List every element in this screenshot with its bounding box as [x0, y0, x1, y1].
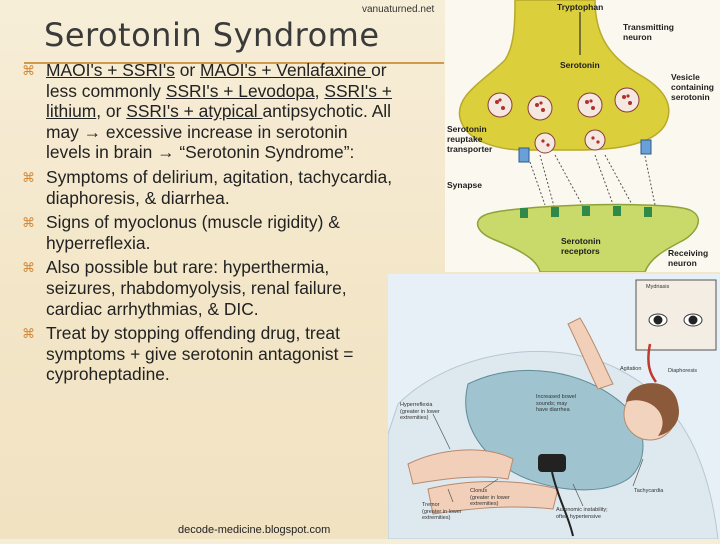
- label-diaphoresis: Diaphoresis: [668, 368, 698, 374]
- label-receptors: Serotonin receptors: [561, 236, 601, 256]
- bullet-text: SSRI's + Levodopa: [165, 80, 315, 101]
- mydriasis-inset: [636, 280, 716, 350]
- transporter-left: [519, 148, 529, 162]
- slide-title: Serotonin Syndrome: [44, 16, 380, 54]
- bullet-marker-icon: ⌘: [22, 169, 35, 185]
- label-autonomic: Autonomic instability; often hypertensive: [556, 507, 608, 520]
- bullet-item: [22, 212, 394, 253]
- bullet-item: [22, 167, 394, 208]
- label-serotonin: Serotonin: [560, 60, 600, 70]
- label-hyperreflexia: Hyperreflexia (greater in lower extremities): [400, 402, 440, 421]
- transporter-right: [641, 140, 651, 154]
- bullet-text: MAOI's + Venlafaxine: [200, 60, 372, 80]
- label-agitation: Agitation: [620, 366, 642, 372]
- label-tremor: Tremor (greater in lower extremities): [422, 502, 462, 521]
- label-tryptophan: Tryptophan: [557, 2, 604, 12]
- bullet-text: ,: [314, 80, 325, 101]
- patient-illustration: [388, 274, 720, 539]
- source-watermark-top: vanuaturned.net: [362, 4, 435, 15]
- bullet-item: [22, 323, 394, 385]
- bp-cuff: [538, 454, 566, 472]
- label-receiving-neuron: Receiving neuron: [668, 248, 709, 268]
- source-watermark-bottom: decode-medicine.blogspot.com: [178, 524, 331, 536]
- bullet-marker-icon: ⌘: [22, 215, 35, 231]
- release-paths: [530, 155, 655, 210]
- bullet-marker-icon: ⌘: [22, 63, 35, 78]
- label-tachycardia: Tachycardia: [634, 488, 664, 494]
- bullet-marker-icon: ⌘: [22, 326, 35, 342]
- label-transmitting-neuron: Transmitting neuron: [623, 22, 675, 42]
- bullet-text: MAOI's + SSRI's: [46, 60, 175, 80]
- label-reuptake-transporter: Serotonin reuptake transporter: [447, 124, 493, 154]
- bullet-text: antipsychotic. All may → excessive increase in serotonin levels in brain → “Serotonin Syndrome”:: [46, 101, 392, 163]
- bullet-item: [22, 60, 394, 163]
- label-bowel-sounds: Increased bowel sounds; may have diarrhea: [536, 394, 577, 413]
- bullet-marker-icon: ⌘: [22, 260, 35, 276]
- bullet-text: Also possible but rare: hyperthermia, seizures, rhabdomyolysis, renal failure, cardiac arrhythmias, & DIC.: [46, 257, 347, 319]
- synapse-diagram: [445, 0, 720, 272]
- bullet-text: or less commonly: [46, 60, 387, 101]
- bullet-text: or: [174, 60, 201, 80]
- bullet-text: Symptoms of delirium, agitation, tachycardia, diaphoresis, & diarrhea.: [46, 166, 393, 208]
- label-clonus: Clonus (greater in lower extremities): [470, 488, 510, 507]
- bullet-list: [22, 60, 394, 389]
- bullet-item: [22, 257, 394, 319]
- label-mydriasis: Mydriasis: [646, 284, 670, 290]
- label-synapse: Synapse: [447, 180, 482, 190]
- bullet-text: SSRI's + atypical: [126, 101, 263, 122]
- bullet-text: Treat by stopping offending drug, treat symptoms + give serotonin antagonist = cyproheptadine.: [46, 323, 354, 385]
- bullet-text: Signs of myoclonus (muscle rigidity) & hyperreflexia.: [46, 212, 340, 253]
- label-vesicle: Vesicle containing serotonin: [671, 72, 714, 102]
- bullet-text: SSRI's + lithium: [46, 80, 392, 122]
- bullet-text: , or: [96, 101, 127, 122]
